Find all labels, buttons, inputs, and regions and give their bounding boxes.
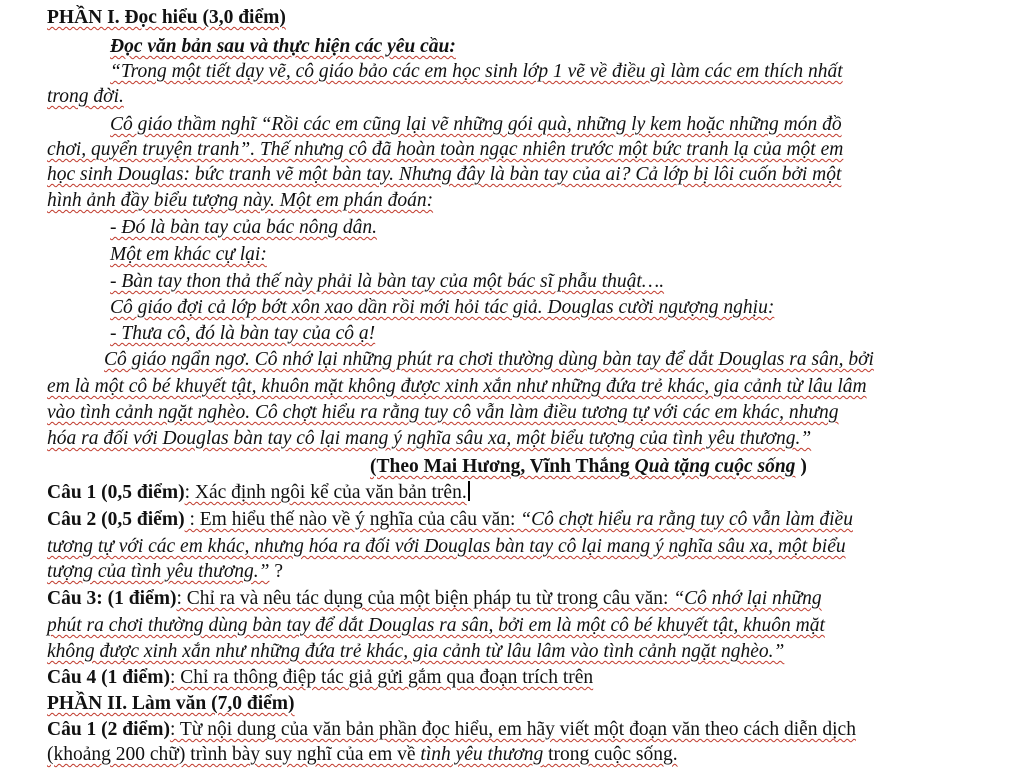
question-1 xyxy=(47,481,470,505)
question-2-quote-line: tương tự với các em khác, nhưng hóa ra đối với Douglas bàn tay cô lại mang ý nghĩa sâu xa, một biểu xyxy=(47,536,846,557)
passage-line: Cô giáo ngẩn ngơ. Cô nhớ lại những phút ra chơi thường dùng bàn tay để dắt Douglas ra sân, bởi xyxy=(104,349,874,370)
passage-line: vào tình cảnh ngặt nghèo. Cô chợt hiểu ra rằng tuy cô vẫn làm điều tương tự với các em khác, nhưng xyxy=(47,402,839,423)
dialogue-line: - Đó là bàn tay của bác nông dân. xyxy=(110,217,378,238)
writing-question-1-text: trong cuộc sống. xyxy=(543,744,678,765)
source-citation xyxy=(370,455,807,479)
passage-line: Cô giáo thầm nghĩ “Rồi các em cũng lại vẽ những gói quà, những ly kem hoặc những món đồ xyxy=(110,114,842,135)
passage-line: hình ảnh đầy biểu tượng này. Một em phán đoán: xyxy=(47,190,434,211)
question-2-end xyxy=(47,560,283,584)
source-author: (Theo Mai Hương, Vĩnh Thắng xyxy=(370,456,635,477)
question-3-text: : Chỉ ra và nêu tác dụng của một biện pháp tu từ trong câu văn: xyxy=(176,588,674,609)
dialogue-line: Một em khác cự lại: xyxy=(110,244,267,265)
question-3-quote-line: phút ra chơi thường dùng bàn tay để dắt Douglas ra sân, bởi em là một cô bé khuyết tật, khuôn mặt xyxy=(47,615,825,636)
question-4 xyxy=(47,666,593,690)
question-2-label: Câu 2 (0,5 điểm) xyxy=(47,509,185,530)
dialogue-line: - Thưa cô, đó là bàn tay của cô ạ! xyxy=(110,323,376,344)
question-1-text: : Xác định ngôi kể của văn bản trên. xyxy=(184,482,467,503)
passage-line: học sinh Douglas: bức tranh vẽ một bàn tay. Nhưng đây là bàn tay của ai? Cả lớp bị lôi cuốn bởi một xyxy=(47,164,842,185)
writing-topic: tình yêu thương xyxy=(420,744,544,765)
section-heading-writing: PHẦN II. Làm văn (7,0 điểm) xyxy=(47,693,295,714)
passage-line: “Trong một tiết dạy vẽ, cô giáo bảo các em học sinh lớp 1 vẽ về điều gì làm các em thích nhất xyxy=(110,61,843,82)
question-3-label: Câu 3: (1 điểm) xyxy=(47,588,177,609)
passage-line: trong đời. xyxy=(47,86,124,107)
question-4-label: Câu 4 (1 điểm) xyxy=(47,667,170,688)
question-2-quote: “Cô chợt hiểu ra rằng tuy cô vẫn làm điều xyxy=(520,509,853,530)
text-cursor xyxy=(468,481,470,501)
writing-question-1-text: (khoảng 200 chữ) trình bày suy nghĩ của em về xyxy=(47,744,421,765)
dialogue-line: Cô giáo đợi cả lớp bớt xôn xao dần rồi mới hỏi tác giả. Douglas cười ngượng nghịu: xyxy=(110,297,775,318)
writing-question-1-line-2 xyxy=(47,743,678,767)
reading-instruction: Đọc văn bản sau và thực hiện các yêu cầu: xyxy=(110,36,456,57)
dialogue-line: - Bàn tay thon thả thế này phải là bàn tay của một bác sĩ phẫu thuật…. xyxy=(110,271,665,292)
question-3 xyxy=(47,587,822,611)
question-2-mark: ? xyxy=(269,561,283,582)
question-2-text: : Em hiểu thế nào về ý nghĩa của câu văn: xyxy=(184,509,521,530)
source-close: ) xyxy=(795,456,807,477)
question-3-quote: “Cô nhớ lại những xyxy=(673,588,822,609)
passage-line: hóa ra đối với Douglas bàn tay cô lại mang ý nghĩa sâu xa, một biểu tượng của tình yêu thương.” xyxy=(47,428,812,449)
section-heading-reading: PHẦN I. Đọc hiểu (3,0 điểm) xyxy=(47,7,286,28)
question-1-label: Câu 1 (0,5 điểm) xyxy=(47,482,185,503)
question-4-text: : Chỉ ra thông điệp tác giả gửi gắm qua đoạn trích trên xyxy=(169,667,594,688)
question-2 xyxy=(47,508,853,532)
question-2-quote-line: tượng của tình yêu thương.” xyxy=(47,561,270,582)
passage-line: em là một cô bé khuyết tật, khuôn mặt không được xinh xắn như những đứa trẻ khác, gia cảnh từ lâu lâm xyxy=(47,376,867,397)
passage-line: chơi, quyển truyện tranh”. Thế nhưng cô đã hoàn toàn ngạc nhiên trước một bức tranh lạ của một em xyxy=(47,139,844,160)
writing-question-1-text: : Từ nội dung của văn bản phần đọc hiểu, em hãy viết một đoạn văn theo cách diễn dịch xyxy=(169,719,856,740)
writing-question-1-label: Câu 1 (2 điểm) xyxy=(47,719,170,740)
question-3-quote-line: không được xinh xắn như những đứa trẻ khác, gia cảnh từ lâu lâm vào tình cảnh ngặt nghèo.” xyxy=(47,641,785,662)
source-book-title: Quà tặng cuộc sống xyxy=(634,456,796,477)
writing-question-1 xyxy=(47,718,856,742)
